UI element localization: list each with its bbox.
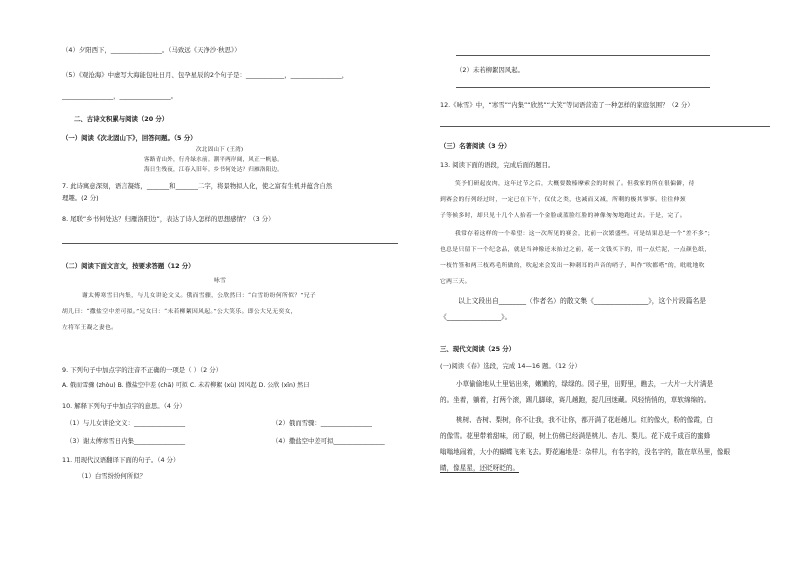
excerpt-question: 以上文段出自________（作者名）的散文集《________________》，这个片段篇名是 [458, 297, 707, 305]
question-10-item-1: （1）与儿女讲论文义：________________ [66, 419, 186, 427]
question-10-item-2: （2）俄而雪骤：________________ [272, 419, 372, 427]
excerpt-p2-line3: 一枝竹签和两三枝鸡毛所做的，吹起来会发出一种刺耳的声音的哨子，叫作“吹都嗒”的，吡吡地吹 [440, 263, 705, 269]
spring-line-4: 的像雪。花里带着甜味，闭了眼，树上仿佛已经满是桃儿、杏儿、梨儿。花下成千成百的蜜蜂 [440, 432, 711, 440]
spring-line-5: 嗡嗡地闹着，大小的蝴蝶飞来飞去。野花遍地是：杂样儿，有名字的，没名字的，散在草丛里，像眼 [440, 448, 731, 456]
section-3-title: （三）名著阅读（3 分） [440, 142, 511, 150]
question-7-line2: 理趣。(2 分) [62, 194, 99, 202]
excerpt-question-cont: 《________________》。 [440, 313, 512, 321]
spring-line-2: 的。坐着，躺着，打两个滚，踢几脚球，赛几趟跑，捉几回迷藏。风轻悄悄的，草软绵绵的。 [440, 396, 711, 404]
question-10-item-4: （4）撒盐空中差可拟________________ [272, 437, 385, 445]
question-9: 9. 下列句子中加点字的注音不正确的一项是（ ）（2 分） [62, 366, 223, 374]
question-10-item-3: （3）谢太傅寒雪日内集________________ [66, 437, 186, 445]
answer-line [456, 55, 710, 56]
part-c-title: (一)阅读《春》选段，完成 14—16 题。（12 分） [440, 362, 581, 370]
question-11-item-1: （1）白雪纷纷何所似？ [78, 472, 146, 480]
poem-title: 次北固山下 (王湾) [196, 147, 244, 153]
classical-line-3: 左将军王凝之妻也。 [62, 325, 118, 331]
answer-line [62, 243, 398, 244]
question-11: 11. 用现代汉语翻译下面的句子。（4 分） [62, 456, 180, 464]
answer-line [440, 126, 770, 127]
question-9-options: A. 俄而雪骤 (zhòu) B. 撒盐空中差 (chā) 可拟 C. 未若柳絮 (xù) 因风起 D. 公欣 (xīn) 然曰 [62, 382, 310, 389]
question-5-line2: ________________，________________。 [62, 92, 178, 100]
excerpt-p2-line1: 我常存着这样的一个希望：这一次所见的赛会，比前一次繁盛些。可是结果总是一个“差不多”； [455, 231, 714, 237]
excerpt-p1-line3: 子等候多时，却只见十几个人抬着一个金脸或蓝脸红脸的神像匆匆地跑过去。于是，完了。 [440, 213, 686, 219]
classical-line-2: 胡儿曰：“撒盐空中差可拟。”兄女曰：“未若柳絮因风起。”公大笑乐。即公大兄无奕女， [62, 309, 297, 315]
spring-line-6: 睛，像星星，还眨呀眨的。 [440, 464, 520, 472]
question-7-line1: 7. 此诗寓意深刻，语言凝练，_______和_______二字，将景物拟人化，使之富有生机并蕴含自然 [62, 182, 333, 190]
spring-line-3: 桃树、杏树、梨树，你不让我，我不让你，都开满了花赶趟儿。红的像火，粉的像霞，白 [456, 416, 714, 424]
answer-line [456, 87, 710, 88]
classical-line-1: 谢太傅寒雪日内集，与儿女讲论文义。俄而雪骤，公欣然曰：“白雪纷纷何所似？”兄子 [82, 293, 317, 299]
part-b-title: （二）阅读下面文言文，按要求答题（12 分） [62, 262, 195, 270]
spring-line-1: 小草偷偷地从土里钻出来，嫩嫩的，绿绿的。园子里，田野里，瞧去，一大片一大片满是 [456, 380, 714, 388]
question-13: 13. 阅读下面的语段，完成后面的题目。 [440, 161, 555, 169]
question-10: 10. 解释下列句子中加点字的意思。（4 分） [62, 402, 186, 410]
excerpt-p1-line2: 到赛会的行列经过时，一定已在下午，仪仗之类，也减而又减，所剩的极其寥寥。往往伸颈 [440, 197, 686, 203]
question-11-item-2: （2）未若柳絮因风起。 [456, 66, 524, 74]
poem-line-1: 客路青山外，行舟绿水前。潮平两岸阔，风正一帆悬。 [144, 157, 284, 163]
excerpt-p2-line4: 它两三天。 [440, 279, 471, 285]
poem-line-2: 海日生残夜，江春入旧年。乡书何处达？归雁洛阳边。 [144, 167, 284, 173]
excerpt-p1-line1: 笑予们研起皮肉，这年过节之后，大概要数榛摩索会的时候了。但我家的所在很偏僻，待 [455, 181, 695, 187]
classical-title: 咏雪 [214, 278, 227, 284]
question-12: 12.《咏雪》中，“寒雪”“内集”“欣然”“大笑”等词语营造了一种怎样的家庭氛围？（2 分） [440, 101, 694, 109]
excerpt-p2-line2: 也总是只留下一个纪念品，就是当神像还未抬过之前，花一文钱买下的，用一点烂泥，一点颜色纸， [440, 247, 711, 253]
section-4-title: 三、现代文阅读（25 分） [440, 345, 516, 353]
question-8: 8. 尾联“乡书何处达？归雁洛阳边”，表达了诗人怎样的思想感情？（3 分） [62, 215, 275, 223]
question-5-line1: （5）《观沧海》中虚写大海能包吐日月、包孕星辰的2个句子是：____________，________________， [62, 71, 349, 79]
part-a-title: （一）阅读《次北固山下》，回答问题。（5 分） [62, 134, 197, 142]
question-4: （4）夕阳西下，________________。（马致远《天净沙·秋思》） [62, 46, 241, 54]
section-2-title: 二、古诗文积累与阅读（20 分） [74, 115, 169, 123]
